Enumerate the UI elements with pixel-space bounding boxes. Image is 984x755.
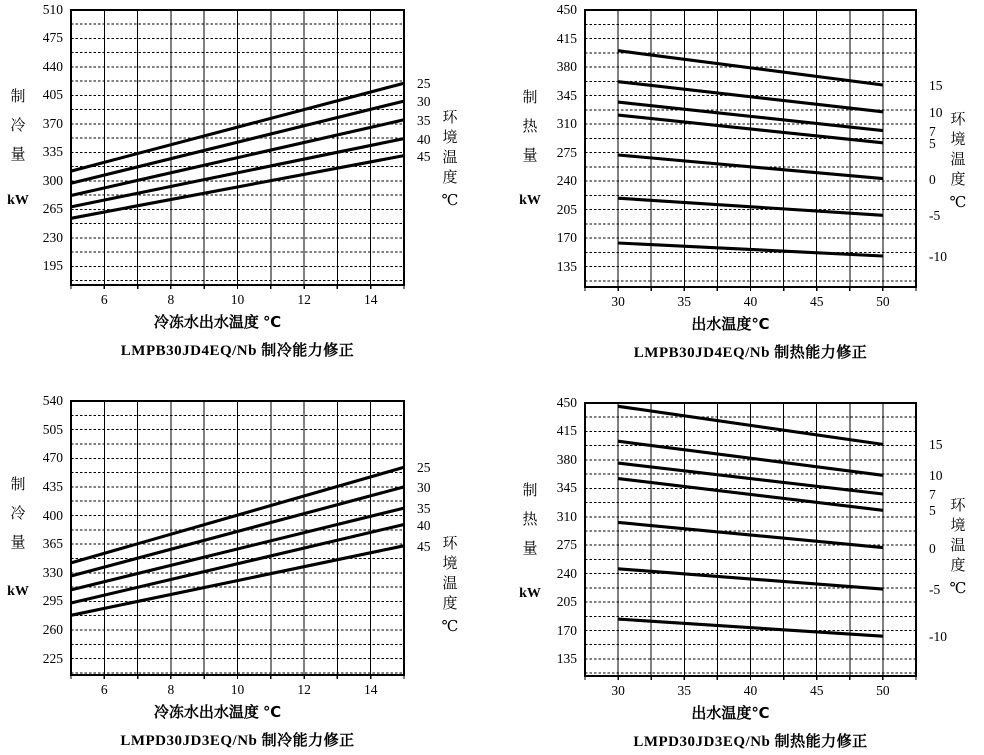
- x-axis-label: 冷冻水出水温度 ℃: [153, 314, 282, 331]
- y-tick-label: 330: [42, 564, 63, 580]
- series-label-10: 10: [929, 104, 943, 120]
- y-tick-label: 450: [556, 2, 577, 17]
- x-tick-label: 14: [363, 292, 378, 307]
- series-label-35: 35: [417, 501, 431, 517]
- x-tick-label: 45: [809, 294, 824, 309]
- series-label-45: 45: [417, 148, 431, 164]
- series-label-0: 0: [929, 540, 936, 556]
- right-axis-title: [948, 110, 968, 213]
- y-tick-label: 310: [556, 508, 577, 524]
- series-label-0: 0: [929, 171, 936, 187]
- y-tick-label: 365: [42, 536, 63, 552]
- series-label-5: 5: [929, 135, 936, 151]
- series-label-40: 40: [417, 131, 431, 147]
- x-tick-label: 12: [297, 682, 311, 697]
- x-tick-label: 50: [876, 683, 890, 698]
- y-tick-label: 380: [556, 59, 577, 75]
- series-label-35: 35: [417, 112, 431, 128]
- x-tick-label: 8: [167, 682, 175, 697]
- y-axis-title-char: 热: [522, 512, 538, 528]
- y-axis-title-char: 制: [10, 89, 26, 105]
- y-axis-title-char: 量: [10, 535, 26, 551]
- chart-title: LMPB30JD4EQ/Nb 制热能力修正: [633, 345, 868, 361]
- series-label-30: 30: [417, 94, 431, 110]
- y-axis-title-char: 冷: [10, 118, 26, 134]
- right-axis-title-char: 温: [950, 152, 966, 168]
- series-label-5: 5: [929, 503, 936, 519]
- chart-title: LMPD30JD3EQ/Nb 制冷能力修正: [120, 733, 355, 749]
- x-tick-label: 35: [677, 294, 692, 309]
- y-axis-title-char: 量: [522, 148, 538, 164]
- plot-area: [71, 10, 404, 285]
- series-label-10: 10: [929, 468, 943, 484]
- right-axis-title-char: 环: [950, 498, 966, 514]
- right-axis-title-char: 环: [442, 536, 458, 552]
- y-tick-label: 195: [42, 258, 63, 274]
- chart-heating-lmpb30jd4eq: [492, 0, 984, 378]
- y-tick-label: 275: [556, 144, 577, 160]
- y-tick-label: 300: [42, 172, 63, 188]
- series-label--5: -5: [929, 208, 941, 224]
- chart-heating-lmpd30jd3eq: [492, 378, 984, 755]
- y-tick-label: 230: [42, 229, 63, 245]
- series-label--10: -10: [929, 249, 947, 265]
- series-label-7: 7: [929, 123, 936, 139]
- y-axis-unit: kW: [7, 193, 29, 208]
- x-tick-label: 45: [809, 683, 824, 698]
- y-axis-title-char: 冷: [10, 506, 26, 522]
- right-axis-unit: ℃: [441, 193, 459, 209]
- y-tick-label: 170: [556, 230, 577, 246]
- y-tick-label: 415: [556, 423, 577, 439]
- right-axis-title-char: 温: [442, 576, 458, 592]
- y-tick-label: 345: [556, 87, 577, 103]
- y-tick-label: 135: [556, 258, 577, 274]
- x-tick-label: 30: [611, 683, 625, 698]
- right-axis-unit: ℃: [441, 619, 459, 635]
- y-tick-label: 335: [42, 144, 63, 160]
- y-tick-label: 405: [42, 87, 63, 103]
- y-tick-label: 240: [556, 565, 577, 581]
- x-tick-label: 50: [876, 294, 890, 309]
- y-tick-label: 205: [556, 201, 577, 217]
- y-tick-label: 265: [42, 201, 63, 217]
- y-axis-title-char: 热: [522, 119, 538, 135]
- x-tick-label: 6: [100, 682, 108, 697]
- plot-area: [585, 10, 916, 287]
- y-tick-label: 170: [556, 622, 577, 638]
- chart-cooling-lmpb30jd4eq: [0, 0, 492, 378]
- right-axis-title-char: 境: [950, 518, 966, 534]
- right-axis-title-char: 度: [950, 172, 966, 188]
- series-label-40: 40: [417, 517, 431, 533]
- right-axis-title-char: 环: [442, 110, 458, 126]
- right-axis-title-char: 温: [442, 150, 458, 166]
- y-tick-label: 135: [556, 650, 577, 666]
- right-axis-unit: ℃: [949, 581, 967, 597]
- y-tick-label: 345: [556, 480, 577, 496]
- y-tick-label: 380: [556, 451, 577, 467]
- chart-title: LMPD30JD3EQ/Nb 制热能力修正: [633, 734, 868, 750]
- right-axis-title-char: 境: [950, 132, 966, 148]
- y-tick-label: 505: [42, 421, 63, 437]
- series-label-30: 30: [417, 479, 431, 495]
- x-tick-label: 6: [100, 292, 108, 307]
- y-tick-label: 415: [556, 30, 577, 46]
- y-tick-label: 295: [42, 593, 63, 609]
- y-tick-label: 240: [556, 173, 577, 189]
- series-label--5: -5: [929, 582, 941, 598]
- y-axis-unit: kW: [519, 586, 541, 601]
- right-axis-title-char: 境: [442, 130, 458, 146]
- y-tick-label: 275: [556, 537, 577, 553]
- y-axis-title-char: 制: [522, 483, 538, 499]
- series-label-45: 45: [417, 538, 431, 554]
- series-label-25: 25: [417, 76, 431, 92]
- x-tick-label: 35: [677, 683, 692, 698]
- y-tick-label: 540: [42, 393, 63, 408]
- right-axis-title-char: 温: [950, 538, 966, 554]
- x-axis-label: 出水温度℃: [691, 705, 770, 722]
- right-axis-title-char: 度: [442, 596, 458, 612]
- right-axis-title: [440, 108, 460, 211]
- y-axis-title-char: 量: [10, 147, 26, 163]
- series-label--10: -10: [929, 629, 947, 645]
- right-axis-title-char: 度: [950, 558, 966, 574]
- right-axis-title-char: 境: [442, 556, 458, 572]
- x-tick-label: 40: [743, 683, 758, 698]
- y-tick-label: 450: [556, 395, 577, 410]
- x-tick-label: 30: [611, 294, 625, 309]
- x-tick-label: 10: [230, 292, 245, 307]
- series-label-7: 7: [929, 487, 936, 502]
- y-tick-label: 205: [556, 594, 577, 610]
- y-tick-label: 440: [42, 58, 63, 74]
- right-axis-title-char: 环: [950, 112, 966, 128]
- x-tick-label: 40: [743, 294, 758, 309]
- x-tick-label: 8: [167, 292, 175, 307]
- plot-area: [71, 401, 404, 675]
- series-label-15: 15: [929, 437, 943, 453]
- x-tick-label: 12: [297, 292, 311, 307]
- y-tick-label: 470: [42, 450, 63, 466]
- series-label-15: 15: [929, 77, 943, 93]
- y-axis-title-char: 制: [522, 90, 538, 106]
- plot-area: [585, 403, 916, 676]
- x-tick-label: 10: [230, 682, 245, 697]
- x-axis-label: 冷冻水出水温度 ℃: [153, 704, 282, 721]
- y-tick-label: 370: [42, 115, 63, 131]
- y-tick-label: 225: [42, 650, 63, 666]
- y-tick-label: 260: [42, 622, 63, 637]
- y-tick-label: 310: [556, 116, 577, 132]
- chart-title: LMPB30JD4EQ/Nb 制冷能力修正: [120, 343, 355, 359]
- y-tick-label: 435: [42, 478, 63, 494]
- x-tick-label: 14: [363, 682, 378, 697]
- chart-cooling-lmpd30jd3eq: [0, 378, 492, 755]
- right-axis-title-char: 度: [442, 170, 458, 186]
- y-axis-title-char: 制: [10, 477, 26, 493]
- right-axis-title: [948, 496, 968, 599]
- y-axis-unit: kW: [7, 584, 29, 599]
- x-axis-label: 出水温度℃: [691, 316, 770, 333]
- series-label-25: 25: [417, 460, 431, 476]
- right-axis-unit: ℃: [949, 195, 967, 211]
- y-axis-title-char: 量: [522, 541, 538, 557]
- y-tick-label: 475: [42, 30, 63, 46]
- y-tick-label: 400: [42, 507, 63, 523]
- y-axis-unit: kW: [519, 193, 541, 208]
- y-tick-label: 510: [42, 2, 63, 17]
- right-axis-title: [440, 534, 460, 637]
